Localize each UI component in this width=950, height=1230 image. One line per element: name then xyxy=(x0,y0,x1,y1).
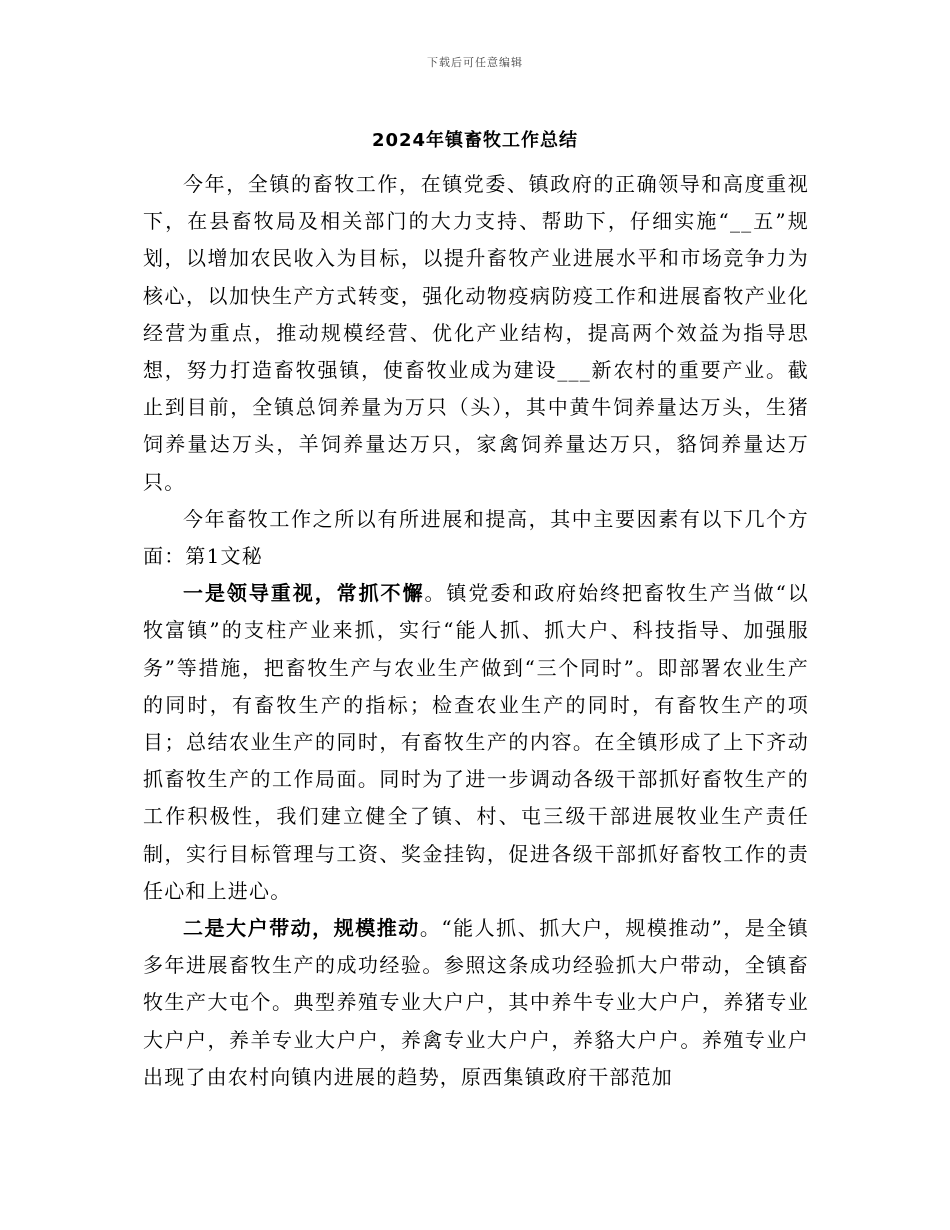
paragraph-intro xyxy=(143,166,809,501)
paragraph-leadership xyxy=(143,575,809,910)
paragraph-text: 今年畜牧工作之所以有所进展和提高，其中主要因素有以下几个方面：第1文秘 xyxy=(143,506,809,569)
paragraph-text: 。镇党委和政府始终把畜牧生产当做“以牧富镇”的支柱产业来抓，实行“能人抓、抓大户、科技指导、加强服务”等措施，把畜牧生产与农业生产做到“三个同时”。即部署农业生产的同时，有畜牧生产的指标；检查农业生产的同时，有畜牧生产的项目；总结农业生产的同时，有畜牧生产的内容。在全镇形成了上下齐动抓畜牧生产的工作局面。同时为了进一步调动各级干部抓好畜牧生产的工作积极性，我们建立健全了镇、村、屯三级干部进展牧业生产责任制，实行目标管理与工资、奖金挂钩，促进各级干部抓好畜牧工作的责任心和上进心。 xyxy=(143,581,809,903)
paragraph-large-households xyxy=(143,910,809,1096)
paragraph-text: 今年，全镇的畜牧工作，在镇党委、镇政府的正确领导和高度重视下，在县畜牧局及相关部门的大力支持、帮助下，仔细实施“__五”规划，以增加农民收入为目标，以提升畜牧产业进展水平和市场竞争力为核心，以加快生产方式转变，强化动物疫病防疫工作和进展畜牧产业化经营为重点，推动规模经营、优化产业结构，提高两个效益为指导思想，努力打造畜牧强镇，使畜牧业成为建设___新农村的重要产业。截止到目前，全镇总饲养量为万只（头），其中黄牛饲养量达万头，生猪饲养量达万头，羊饲养量达万只，家禽饲养量达万只，貉饲养量达万只。 xyxy=(143,172,809,494)
paragraph-lead: 一是领导重视，常抓不懈 xyxy=(183,581,425,606)
page-header: 下载后可任意编辑 xyxy=(427,56,523,69)
document-title: 2024年镇畜牧工作总结 xyxy=(371,130,579,151)
paragraph-reasons xyxy=(143,501,809,575)
paragraph-text: 。“能人抓、抓大户，规模推动”，是全镇多年进展畜牧生产的成功经验。参照这条成功经验抓大户带动，全镇畜牧生产大屯个。典型养殖专业大户户，其中养牛专业大户户，养猪专业大户户，养羊专业大户户，养禽专业大户户，养貉大户户。养殖专业户出现了由农村向镇内进展的趋势，原西集镇政府干部范加 xyxy=(143,916,810,1089)
paragraph-lead: 二是大户带动，规模推动 xyxy=(183,916,420,941)
document-body xyxy=(143,166,809,1096)
